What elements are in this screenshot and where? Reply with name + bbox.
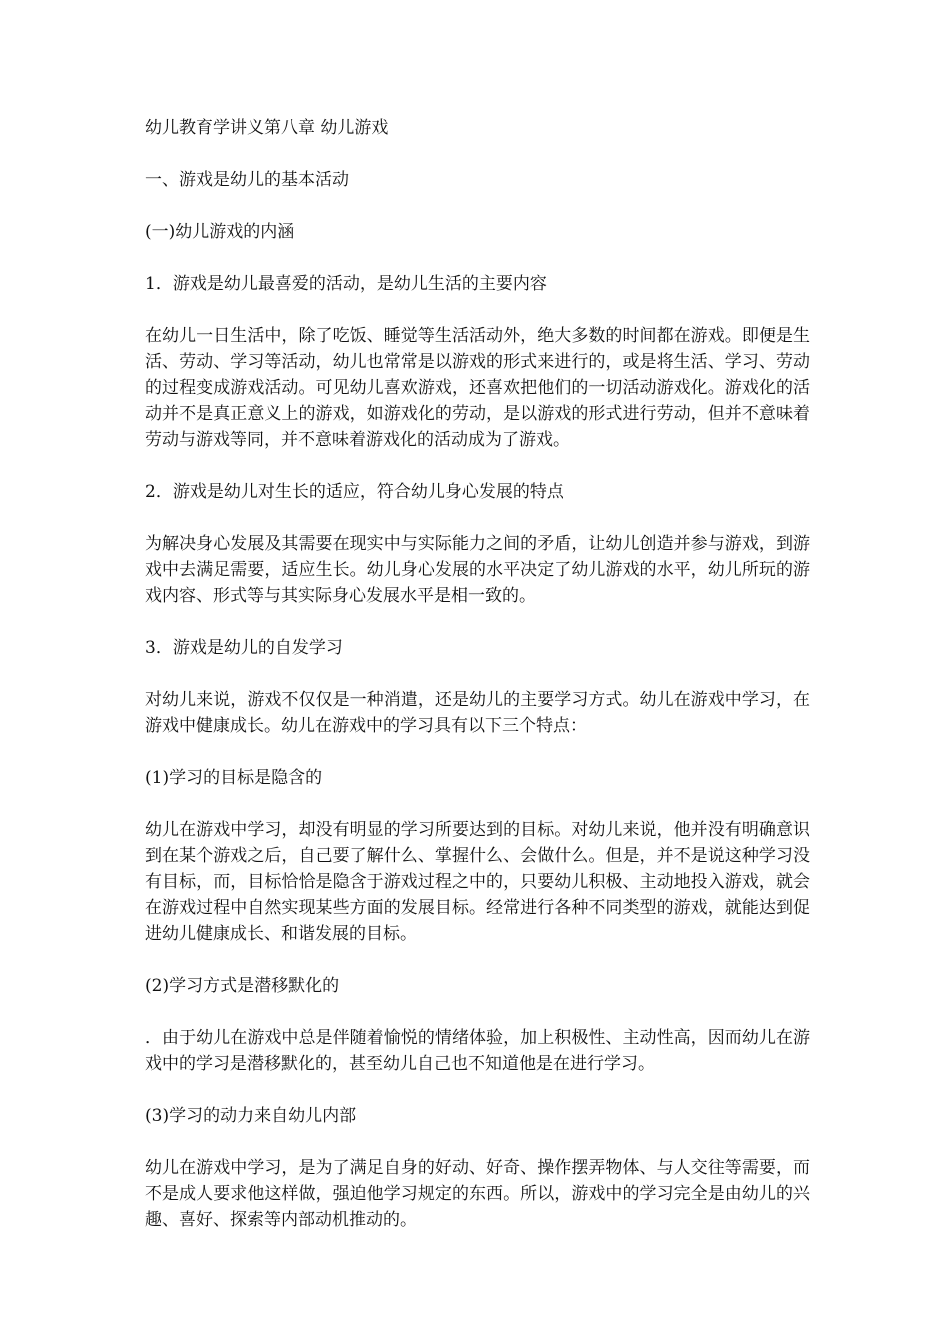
point-1-heading: 1．游戏是幼儿最喜爱的活动，是幼儿生活的主要内容 [145, 274, 547, 294]
point-3-paragraph: 对幼儿来说，游戏不仅仅是一种消遣，还是幼儿的主要学习方式。幼儿在游戏中学习，在游戏中健康成长。幼儿在游戏中的学习具有以下三个特点： [145, 690, 810, 736]
feature-2-paragraph: ．由于幼儿在游戏中总是伴随着愉悦的情绪体验，加上积极性、主动性高，因而幼儿在游戏中的学习是潜移默化的，甚至幼儿自己也不知道他是在进行学习。 [145, 1028, 810, 1074]
point-3-heading: 3．游戏是幼儿的自发学习 [145, 638, 343, 658]
feature-1-heading: (1)学习的目标是隐含的 [145, 768, 323, 788]
subsection-heading: (一)幼儿游戏的内涵 [145, 222, 295, 242]
point-2-paragraph: 为解决身心发展及其需要在现实中与实际能力之间的矛盾，让幼儿创造并参与游戏，到游戏中去满足需要，适应生长。幼儿身心发展的水平决定了幼儿游戏的水平，幼儿所玩的游戏内容、形式等与其实际身心发展水平是相一致的。 [145, 534, 810, 606]
feature-1-paragraph: 幼儿在游戏中学习，却没有明显的学习所要达到的目标。对幼儿来说，他并没有明确意识到在某个游戏之后，自己要了解什么、掌握什么、会做什么。但是，并不是说这种学习没有目标，而，目标恰恰是隐含于游戏过程之中的，只要幼儿积极、主动地投入游戏，就会在游戏过程中自然实现某些方面的发展目标。经常进行各种不同类型的游戏，就能达到促进幼儿健康成长、和谐发展的目标。 [145, 820, 810, 944]
section-heading: 一、游戏是幼儿的基本活动 [145, 170, 349, 190]
document-title: 幼儿教育学讲义第八章 幼儿游戏 [145, 118, 389, 138]
feature-2-heading: (2)学习方式是潜移默化的 [145, 976, 340, 996]
feature-3-heading: (3)学习的动力来自幼儿内部 [145, 1106, 357, 1126]
feature-3-paragraph: 幼儿在游戏中学习，是为了满足自身的好动、好奇、操作摆弄物体、与人交往等需要，而不是成人要求他这样做，强迫他学习规定的东西。所以，游戏中的学习完全是由幼儿的兴趣、喜好、探索等内部动机推动的。 [145, 1158, 810, 1230]
point-1-paragraph: 在幼儿一日生活中，除了吃饭、睡觉等生活活动外，绝大多数的时间都在游戏。即便是生活、劳动、学习等活动，幼儿也常常是以游戏的形式来进行的，或是将生活、学习、劳动的过程变成游戏活动。可见幼儿喜欢游戏，还喜欢把他们的一切活动游戏化。游戏化的活动并不是真正意义上的游戏，如游戏化的劳动，是以游戏的形式进行劳动，但并不意味着劳动与游戏等同，并不意味着游戏化的活动成为了游戏。 [145, 326, 810, 450]
point-2-heading: 2．游戏是幼儿对生长的适应，符合幼儿身心发展的特点 [145, 482, 564, 502]
